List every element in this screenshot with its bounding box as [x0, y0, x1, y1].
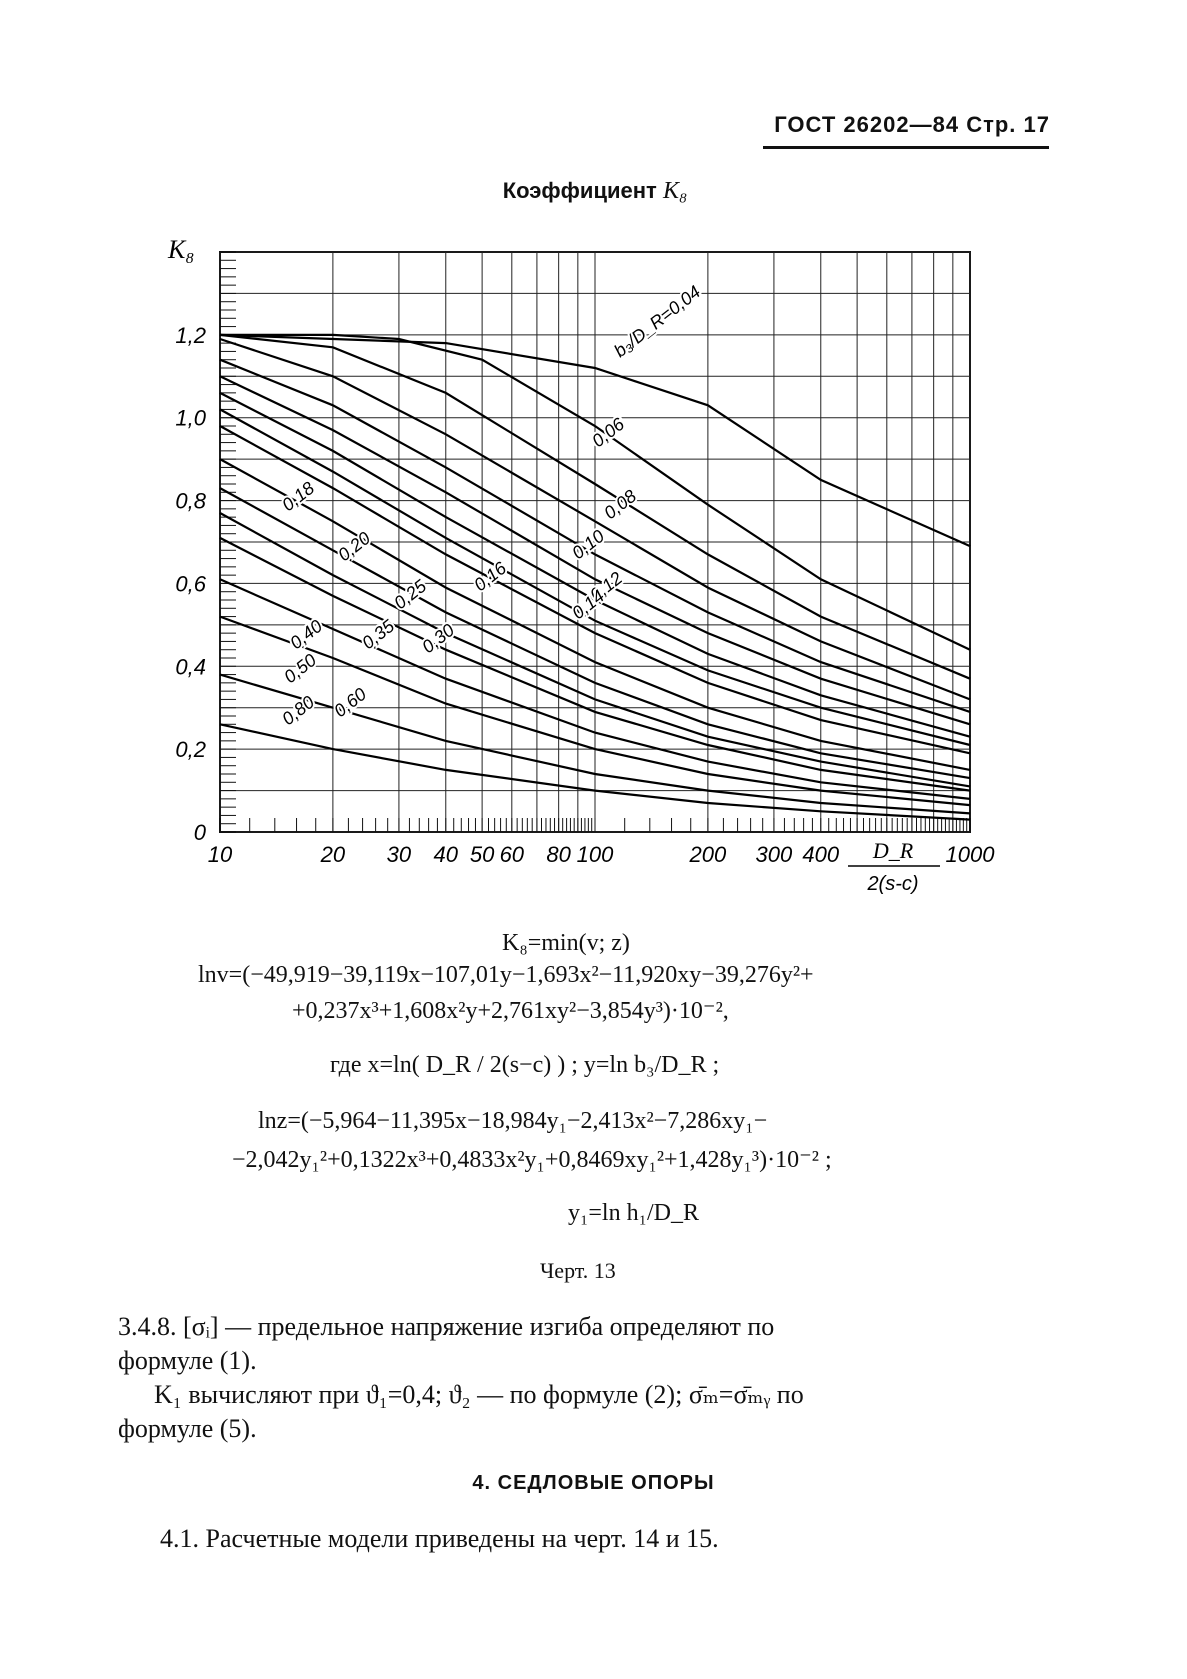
- y-tick-label: 1,0: [175, 405, 206, 431]
- x-tick-label: 80: [546, 842, 571, 867]
- series-label-11: 0,35: [358, 615, 399, 654]
- series-label-6: 0,16: [470, 557, 511, 596]
- x-tick-label: 100: [576, 842, 614, 867]
- section-paragraph: 4.1. Расчетные модели приведены на черт. 14 и 15.: [160, 1524, 719, 1553]
- chart-title-symbol: K₈: [662, 178, 688, 204]
- x-tick-label: 20: [320, 842, 346, 867]
- x-tick-label: 40: [433, 842, 459, 867]
- x-tick-label: 30: [386, 842, 412, 867]
- series-label-8: 0,20: [334, 527, 375, 566]
- x-axis-label-numerator: D_R: [872, 838, 914, 863]
- x-tick-label: 50: [469, 842, 495, 867]
- y-tick-label: 0,6: [175, 571, 206, 597]
- y-tick-label: 1,2: [175, 322, 206, 348]
- y-tick-label: 0,4: [175, 654, 206, 680]
- x-tick-label: 10: [207, 842, 233, 867]
- formula-y1: y₁=ln h₁/D_R: [568, 1200, 699, 1226]
- series-label-9: 0,25: [390, 575, 431, 614]
- formula-k8: K₈=min(v; z): [502, 930, 630, 956]
- formula-lnz-1: lnz=(−5,964−11,395x−18,984y₁−2,413x²−7,286xy₁−: [258, 1108, 768, 1134]
- x-tick-label: 400: [802, 842, 840, 867]
- figure-caption: Черт. 13: [540, 1258, 616, 1283]
- page-header: ГОСТ 26202—84 Стр. 17: [774, 112, 1050, 137]
- series-label-4: 0,12: [586, 567, 627, 606]
- series-label-14: 0,60: [330, 683, 371, 722]
- formula-lnv-2: +0,237x³+1,608x²y+2,761xy²−3,854y³)·10⁻²,: [292, 998, 729, 1024]
- formula-lnz-2: −2,042y₁²+0,1322x³+0,4833x²y₁+0,8469xy₁²+1,428y₁³)·10⁻² ;: [232, 1147, 832, 1173]
- series-label-1: 0,06: [588, 413, 629, 452]
- x-tick-label: 1000: [945, 842, 995, 867]
- series-label-0: b₃/D_R=0,04: [610, 281, 705, 362]
- x-tick-label: 60: [499, 842, 525, 867]
- series-label-2: 0,08: [600, 485, 641, 524]
- formula-x-y-def: где x=ln( D_R / 2(s−c) ) ; y=ln b₃/D_R ;: [330, 1052, 720, 1078]
- y-axis-label: K₈: [168, 235, 195, 264]
- y-tick-label: 0,2: [175, 737, 206, 763]
- paragraph-k1-line2: формуле (5).: [118, 1414, 257, 1443]
- series-label-5: 0,14: [568, 585, 609, 624]
- paragraph-3-4-8-line2: формуле (1).: [118, 1346, 257, 1375]
- section-heading: 4. СЕДЛОВЫЕ ОПОРЫ: [472, 1472, 715, 1494]
- series-label-7: 0,18: [278, 477, 319, 516]
- x-axis-label-denominator: 2(s-c): [867, 873, 919, 895]
- paragraph-3-4-8-line1: 3.4.8. [σᵢ] — предельное напряжение изгиба определяют по: [118, 1312, 775, 1341]
- series-label-12: 0,40: [286, 615, 327, 654]
- y-tick-label: 0: [193, 820, 206, 845]
- series-label-15: 0,80: [278, 691, 319, 730]
- x-tick-label: 300: [755, 842, 793, 867]
- x-tick-label: 200: [689, 842, 727, 867]
- formula-lnv-1: lnv=(−49,919−39,119x−107,01y−1,693x²−11,920xy−39,276y²+: [198, 962, 814, 988]
- series-label-10: 0,30: [418, 619, 459, 658]
- series-label-3: 0,10: [568, 525, 609, 564]
- paragraph-k1-line1: K₁ вычисляют при ϑ₁=0,4; ϑ₂ — по формуле (2); σ̄ₘ=σ̄ₘᵧ по: [154, 1380, 804, 1409]
- chart-title-text: Коэффициент: [502, 178, 657, 203]
- y-tick-label: 0,8: [175, 488, 206, 514]
- series-label-13: 0,50: [280, 649, 321, 688]
